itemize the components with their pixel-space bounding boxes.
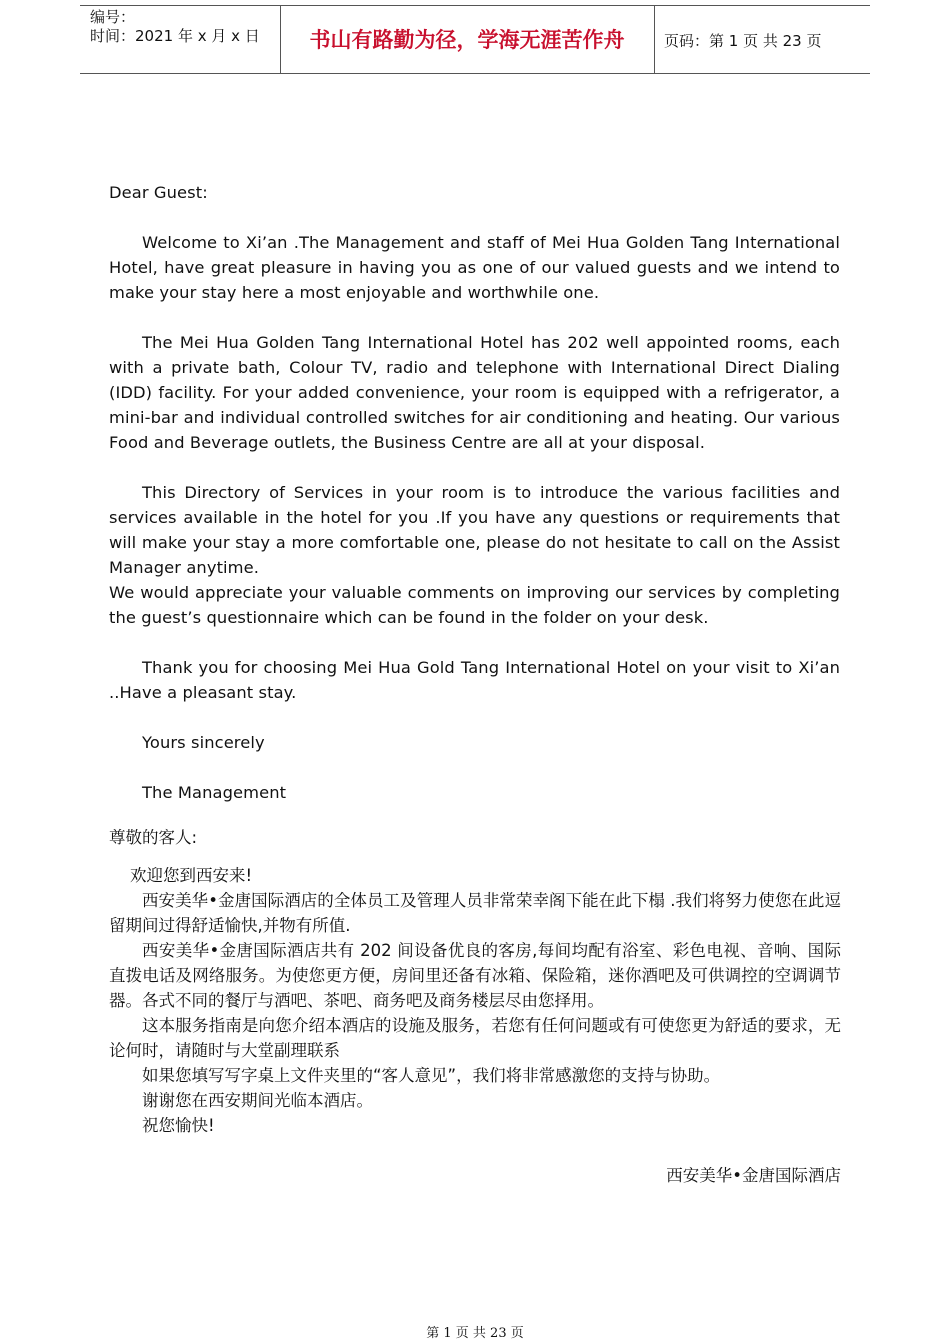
english-paragraph: Thank you for choosing Mei Hua Gold Tang International Hotel on your visit to Xi’an ..Have a pleasant stay. — [109, 658, 840, 702]
header-meta-cell — [80, 6, 281, 73]
header-page-label: 页码：第 1 页 共 23 页 — [664, 32, 822, 50]
english-paragraph: The Mei Hua Golden Tang International Hotel has 202 well appointed rooms, each with a private bath, Colour TV, radio and telephone with International Direct Dialing (IDD) facility. For your added convenience, your room is equipped with a refrigerator, a mini-bar and individual controlled switches for air conditioning and heating. Our various Food and Beverage outlets, the Business Centre are all at your disposal. — [109, 333, 840, 452]
chinese-signoff: 西安美华•金唐国际酒店 — [666, 1166, 841, 1185]
english-letter — [109, 180, 840, 805]
english-paragraph: Welcome to Xi’an .The Management and staff of Mei Hua Golden Tang International Hotel, have great pleasure in having you as one of our valued guests and we intend to make your stay here a most enjoyable and worthwhile one. — [109, 233, 840, 302]
chinese-welcome: 欢迎您到西安来! — [130, 866, 253, 885]
chinese-paragraph: 这本服务指南是向您介绍本酒店的设施及服务，若您有任何问题或有可使您更为舒适的要求，无论何时，请随时与大堂副理联系 — [109, 1016, 841, 1060]
chinese-paragraph: 祝您愉快! — [142, 1116, 215, 1135]
chinese-paragraph: 谢谢您在西安期间光临本酒店。 — [142, 1091, 373, 1110]
english-salutation: Dear Guest: — [109, 183, 208, 202]
document-header — [80, 5, 870, 74]
header-motto-cell — [280, 6, 655, 73]
english-closing: Yours sincerely — [142, 733, 265, 752]
document-date-label: 时间：2021 年 x 月 x 日 — [90, 27, 260, 45]
chinese-salutation: 尊敬的客人: — [109, 828, 198, 847]
chinese-paragraph: 西安美华•金唐国际酒店共有 202 间设备优良的客房,每间均配有浴室、彩色电视、音响、国际直拨电话及网络服务。为使您更方便，房间里还备有冰箱、保险箱，迷你酒吧及可供调控的空调调节器。各式不同的餐厅与酒吧、茶吧、商务吧及商务楼层尽由您择用。 — [109, 941, 841, 1010]
page-footer: 第 1 页 共 23 页 — [426, 1326, 524, 1341]
header-motto: 书山有路勤为径，学海无涯苦作舟 — [309, 27, 625, 52]
english-paragraph: This Directory of Services in your room is to introduce the various facilities and services available in the hotel for you .If you have any questions or requirements that will make your stay a more comfortable one, please do not hesitate to call on the Assist Manager anytime. — [109, 483, 840, 577]
header-page-cell — [654, 6, 870, 73]
english-signature: The Management — [142, 783, 287, 802]
chinese-paragraph: 西安美华•金唐国际酒店的全体员工及管理人员非常荣幸阁下能在此下榻 .我们将努力使您在此逗留期间过得舒适愉快,并物有所值. — [109, 891, 841, 935]
document-number-label: 编号： — [90, 8, 136, 26]
english-paragraph: We would appreciate your valuable comments on improving our services by completing the guest’s questionnaire which can be found in the folder on your desk. — [109, 583, 840, 627]
chinese-paragraph: 如果您填写写字桌上文件夹里的“客人意见”，我们将非常感激您的支持与协助。 — [142, 1066, 721, 1085]
